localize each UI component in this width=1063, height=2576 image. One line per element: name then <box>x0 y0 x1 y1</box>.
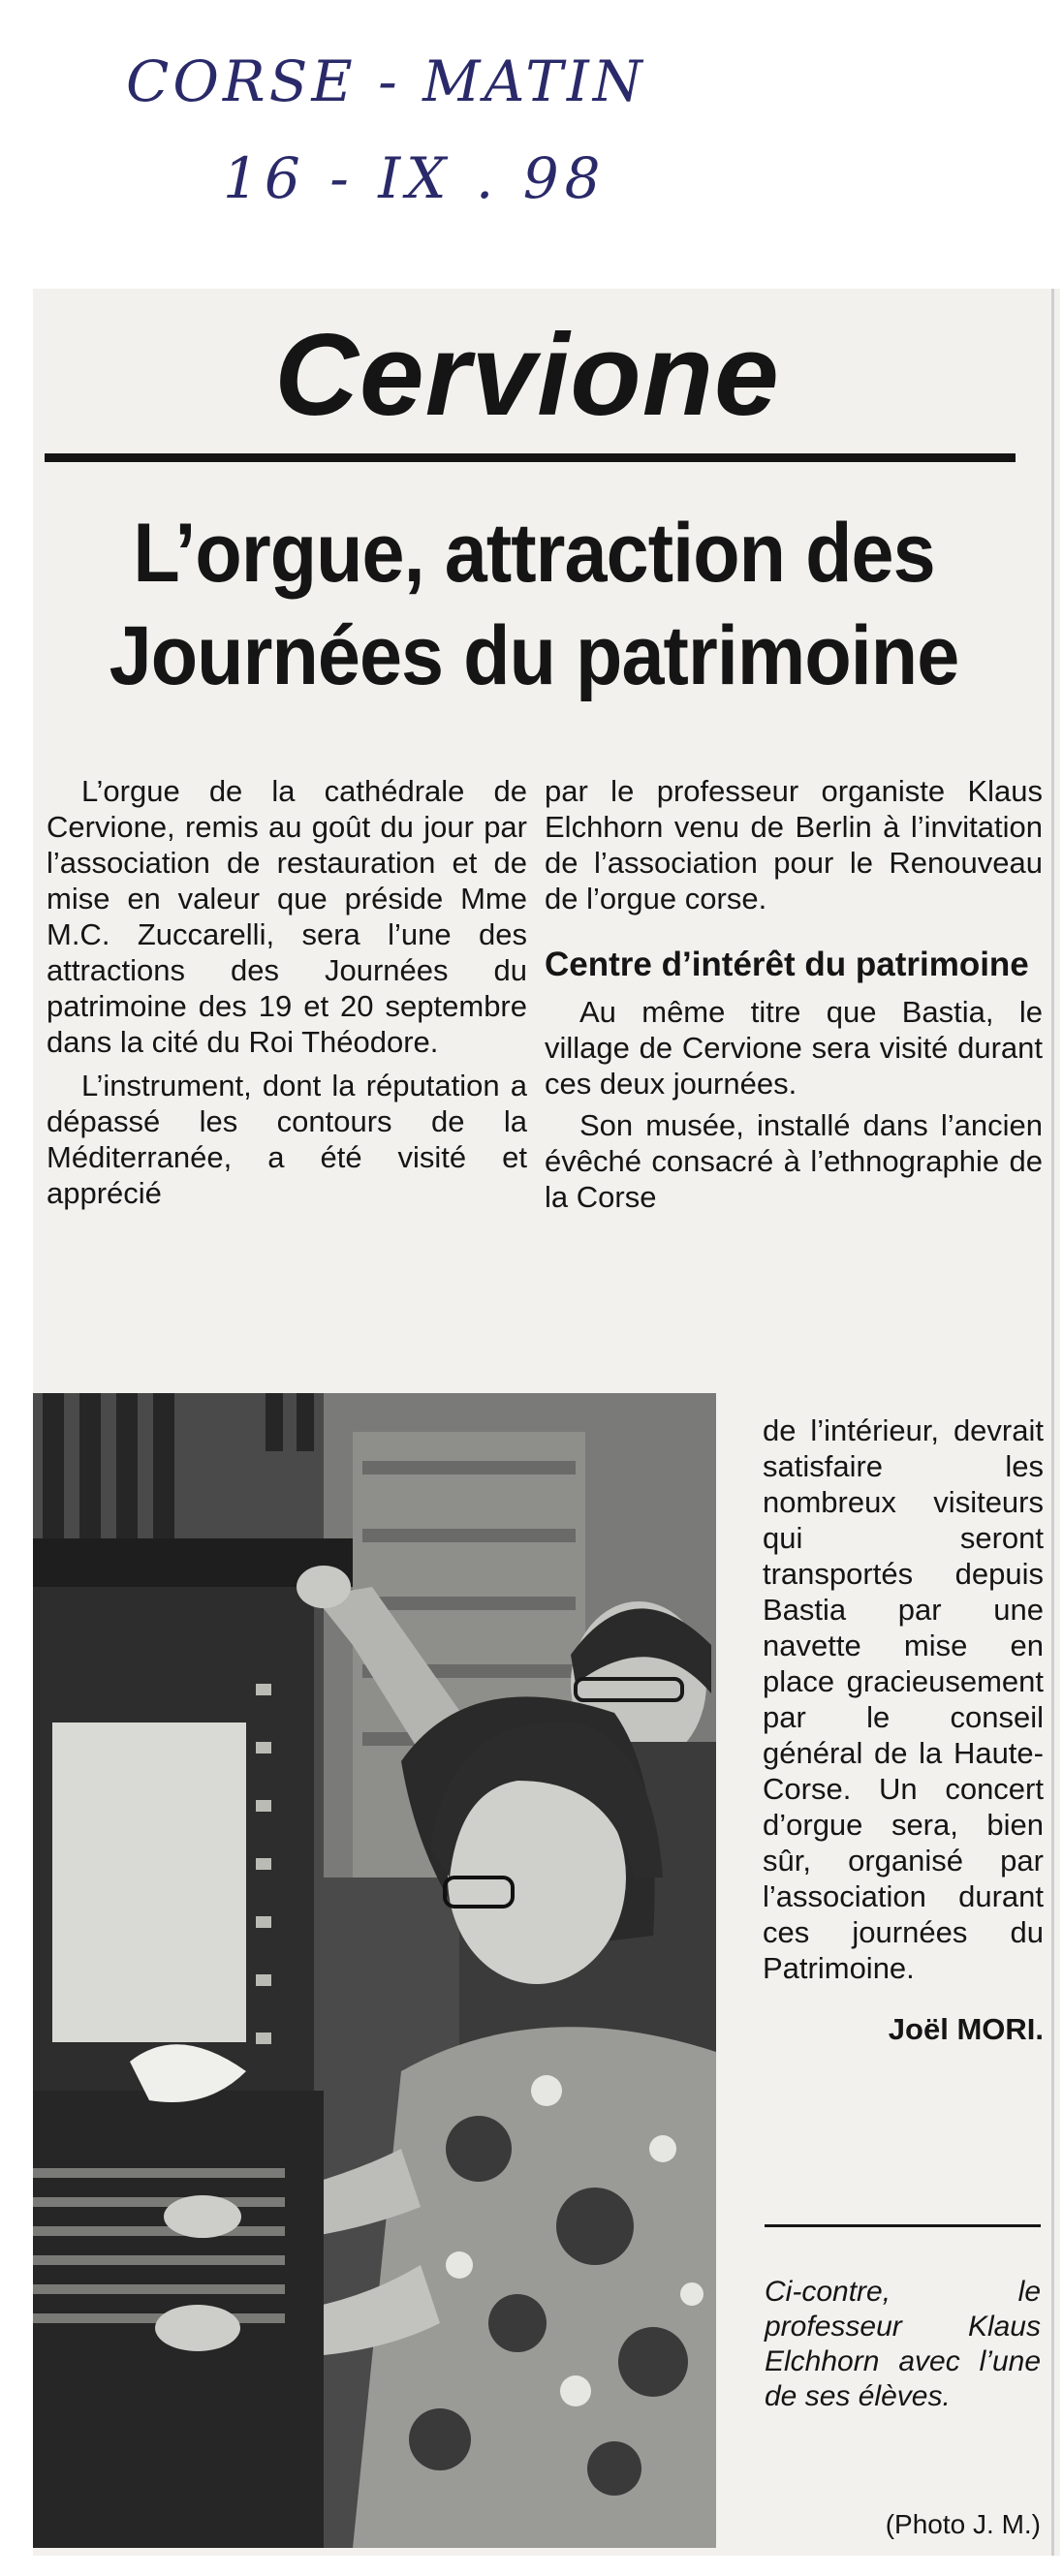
paragraph-5: Son musée, installé dans l’ancien évêché consacré à l’ethnographie de la Corse <box>545 1108 1043 1214</box>
paragraph-4: Au même titre que Bastia, le village de Cervione sera visité durant ces deux journées. <box>545 995 1043 1101</box>
paragraph-3: par le professeur organiste Klaus Elchhorn venu de Berlin à l’invitation de l’association pour le Renouveau de l’orgue corse. <box>545 774 1043 916</box>
handwritten-note <box>116 39 646 233</box>
article-photo <box>33 1393 716 2548</box>
subhead: Centre d’intérêt du patrimoine <box>545 946 1029 983</box>
column-right <box>545 773 1043 1215</box>
paragraph-2: L’instrument, dont la réputation a dépassé les contours de la Méditerranée, a été visité et apprécié <box>47 1069 527 1210</box>
clipping-edge <box>1051 289 1054 2556</box>
column-left <box>47 773 527 1211</box>
organ-photo-illustration <box>33 1393 716 2548</box>
headline-line-2: Journées du patrimoine <box>109 609 959 702</box>
author-signature: Joël MORI. <box>888 2012 1044 2046</box>
paragraph-5-continued: de l’intérieur, devrait satisfaire les nombreux visiteurs qui seront transportés depuis Bastia par une navette mise en place gracieusement par le conseil général de la Haute-Corse. Un concert d’orgue sera, bien sûr, organisé par l’association durant ces journées du Patrimoine. <box>763 1413 1044 1985</box>
handwritten-source: CORSE - MATIN <box>126 48 646 114</box>
newspaper-clipping <box>33 289 1060 2556</box>
column-narrow <box>763 1412 1044 2047</box>
headline-line-1: L’orgue, attraction des <box>133 507 935 600</box>
caption-rule <box>765 2224 1041 2227</box>
headline <box>83 502 984 707</box>
title-rule <box>45 453 1016 462</box>
photo-credit: (Photo J. M.) <box>885 2509 1041 2539</box>
paragraph-1: L’orgue de la cathédrale de Cervione, remis au goût du jour par l’association de restauration et de mise en valeur que préside Mme M.C. Zuccarelli, sera l’une des attractions des Journées du patrimoine des 19 et 20 septembre dans la cité du Roi Théodore. <box>47 774 527 1059</box>
photo-caption: Ci-contre, le professeur Klaus Elchhorn avec l’une de ses élèves. <box>765 2276 1041 2412</box>
section-title: Cervione <box>274 310 780 440</box>
handwritten-date: 16 - IX . 98 <box>223 145 607 211</box>
